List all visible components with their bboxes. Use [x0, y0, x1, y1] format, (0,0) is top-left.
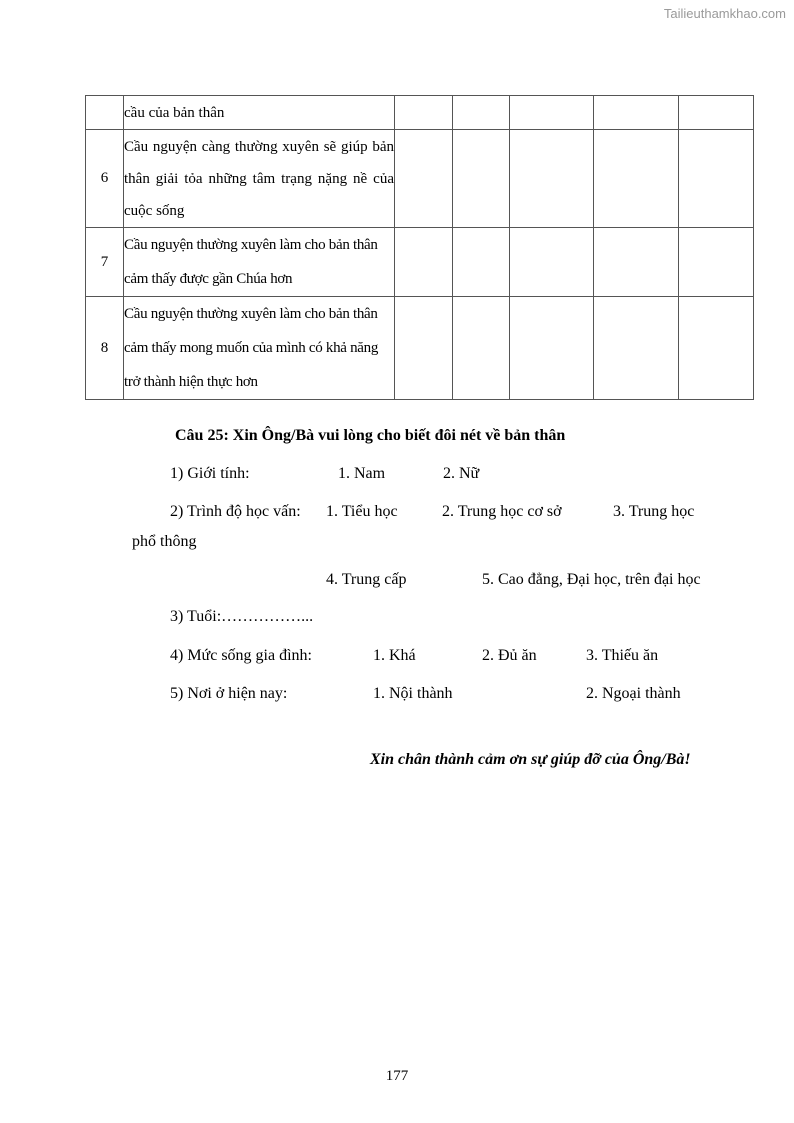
- residence-option-urban: 1. Nội thành: [373, 685, 453, 702]
- response-cell: [594, 130, 679, 228]
- response-cell: [594, 228, 679, 297]
- residence-option-suburban: 2. Ngoại thành: [586, 685, 681, 702]
- gender-label: 1) Giới tính:: [170, 465, 250, 482]
- row-number: 7: [86, 228, 124, 297]
- row-statement: cầu của bản thân: [124, 96, 395, 130]
- response-cell: [510, 130, 594, 228]
- row-number: [86, 96, 124, 130]
- question-title: Câu 25: Xin Ông/Bà vui lòng cho biết đôi nét về bản thân: [175, 427, 566, 444]
- response-cell: [679, 96, 754, 130]
- watermark-text: Tailieuthamkhao.com: [663, 6, 786, 21]
- response-cell: [679, 228, 754, 297]
- response-cell: [510, 96, 594, 130]
- page-number: 177: [385, 1068, 409, 1084]
- response-cell: [395, 130, 453, 228]
- response-cell: [510, 228, 594, 297]
- response-cell: [453, 297, 510, 400]
- education-option-upper-secondary-cont: phổ thông: [132, 533, 197, 550]
- row-number: 6: [86, 130, 124, 228]
- education-option-vocational: 4. Trung cấp: [326, 571, 407, 588]
- table-row: [86, 130, 754, 228]
- education-option-higher: 5. Cao đẳng, Đại học, trên đại học: [482, 571, 701, 588]
- row-statement: Cầu nguyện thường xuyên làm cho bản thân cảm thấy mong muốn của mình có khả năng trở thành hiện thực hơn: [124, 297, 395, 400]
- row-number: 8: [86, 297, 124, 400]
- response-cell: [679, 130, 754, 228]
- response-cell: [679, 297, 754, 400]
- response-cell: [594, 96, 679, 130]
- living-option-lacking: 3. Thiếu ăn: [586, 647, 659, 664]
- living-option-good: 1. Khá: [373, 647, 416, 664]
- response-cell: [395, 297, 453, 400]
- thanks-note: Xin chân thành cảm ơn sự giúp đỡ của Ông/Bà!: [370, 751, 691, 768]
- response-cell: [453, 228, 510, 297]
- table-row: [86, 297, 754, 400]
- education-label: 2) Trình độ học vấn:: [170, 503, 301, 520]
- response-cell: [510, 297, 594, 400]
- table-row: [86, 228, 754, 297]
- response-cell: [395, 96, 453, 130]
- living-option-enough: 2. Đủ ăn: [482, 647, 537, 664]
- gender-option-female: 2. Nữ: [443, 465, 480, 482]
- gender-option-male: 1. Nam: [338, 465, 386, 482]
- row-statement: Cầu nguyện càng thường xuyên sẽ giúp bản thân giải tỏa những tâm trạng nặng nề của cuộc sống: [124, 130, 395, 228]
- residence-label: 5) Nơi ở hiện nay:: [170, 685, 288, 702]
- table-row: [86, 96, 754, 130]
- row-statement: Cầu nguyện thường xuyên làm cho bản thân cảm thấy được gần Chúa hơn: [124, 228, 395, 297]
- living-label: 4) Mức sống gia đình:: [170, 647, 312, 664]
- response-cell: [453, 130, 510, 228]
- education-option-lower-secondary: 2. Trung học cơ sở: [442, 503, 562, 520]
- age-field: 3) Tuổi:……………...: [170, 608, 314, 625]
- response-cell: [594, 297, 679, 400]
- response-cell: [453, 96, 510, 130]
- education-option-upper-secondary: 3. Trung học: [613, 503, 695, 520]
- response-cell: [395, 228, 453, 297]
- survey-table: [85, 95, 754, 400]
- education-option-primary: 1. Tiểu học: [326, 503, 398, 520]
